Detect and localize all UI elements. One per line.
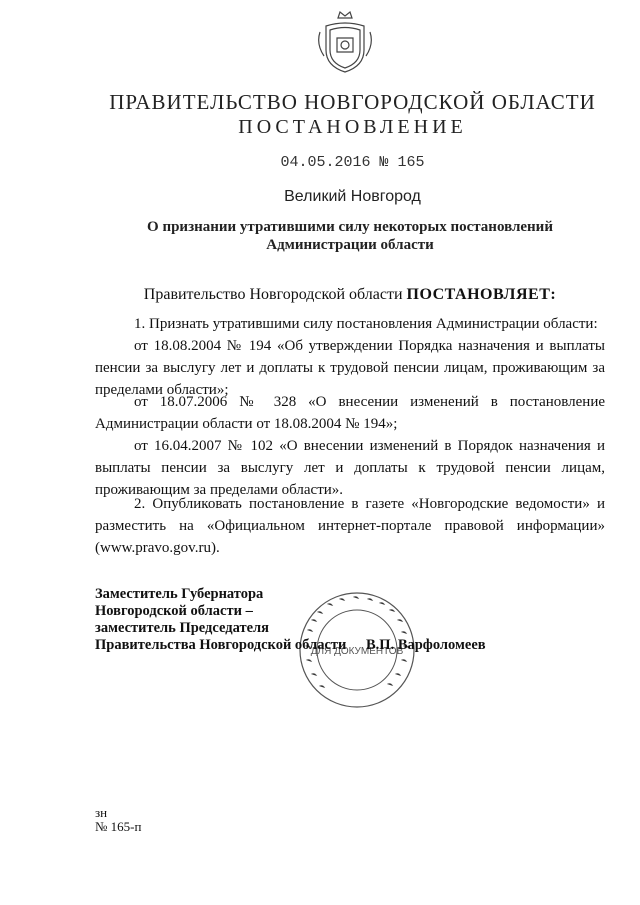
document-type: ПОСТАНОВЛЕНИЕ — [238, 116, 467, 138]
decree-2: от 18.07.2006 № 328 «О внесении изменений в постановление Администрации области от 18.08.2004 № 194»; — [95, 394, 605, 432]
preamble-bold: ПОСТАНОВЛЯЕТ: — [406, 286, 557, 303]
sig-line-1: Заместитель Губернатора — [95, 586, 264, 602]
stamp-label: ДЛЯ ДОКУМЕНТОВ — [310, 646, 404, 657]
preamble-text: Правительство Новгородской области — [143, 286, 403, 303]
decree-1: от 18.08.2004 № 194 «Об утверждении Порядка назначения и выплаты пенсии за выслугу лет и доплаты к трудовой пенсии лицам, проживающим за пределами области»; — [95, 338, 605, 398]
decree-3: от 16.04.2007 № 102 «О внесении изменений в Порядок назначения и выплаты пенсии за выслугу лет и доплаты к трудовой пенсии лицам, проживающим за пределами области». — [95, 438, 605, 498]
signatory-position — [95, 586, 346, 654]
coat-of-arms-emblem — [316, 10, 374, 76]
footer-number: № 165-п — [95, 819, 142, 834]
sig-line-2: Новгородской области – — [95, 603, 253, 619]
preamble — [95, 284, 605, 306]
organization-title: ПРАВИТЕЛЬСТВО НОВГОРОДСКОЙ ОБЛАСТИ — [109, 90, 596, 114]
title-line-2: Администрации области — [266, 237, 434, 253]
title-line-1: О признании утратившими силу некоторых постановлений — [147, 219, 553, 235]
item-1: 1. Признать утратившими силу постановления Администрации области: — [134, 316, 598, 332]
sig-line-4: Правительства Новгородской области — [95, 637, 347, 653]
signatory-name: В.П. Варфоломеев — [366, 637, 486, 653]
document-title — [120, 218, 580, 254]
item-2: 2. Опубликовать постановление в газете «Новгородские ведомости» и разместить на «Официальном интернет-портале правовой информации» (www.pravo.gov.ru). — [95, 496, 605, 556]
city: Великий Новгород — [284, 188, 421, 205]
sig-line-3: заместитель Председателя — [95, 620, 269, 636]
footer — [95, 806, 141, 834]
footer-initials: зн — [95, 805, 108, 820]
date-number: 04.05.2016 № 165 — [280, 154, 425, 171]
